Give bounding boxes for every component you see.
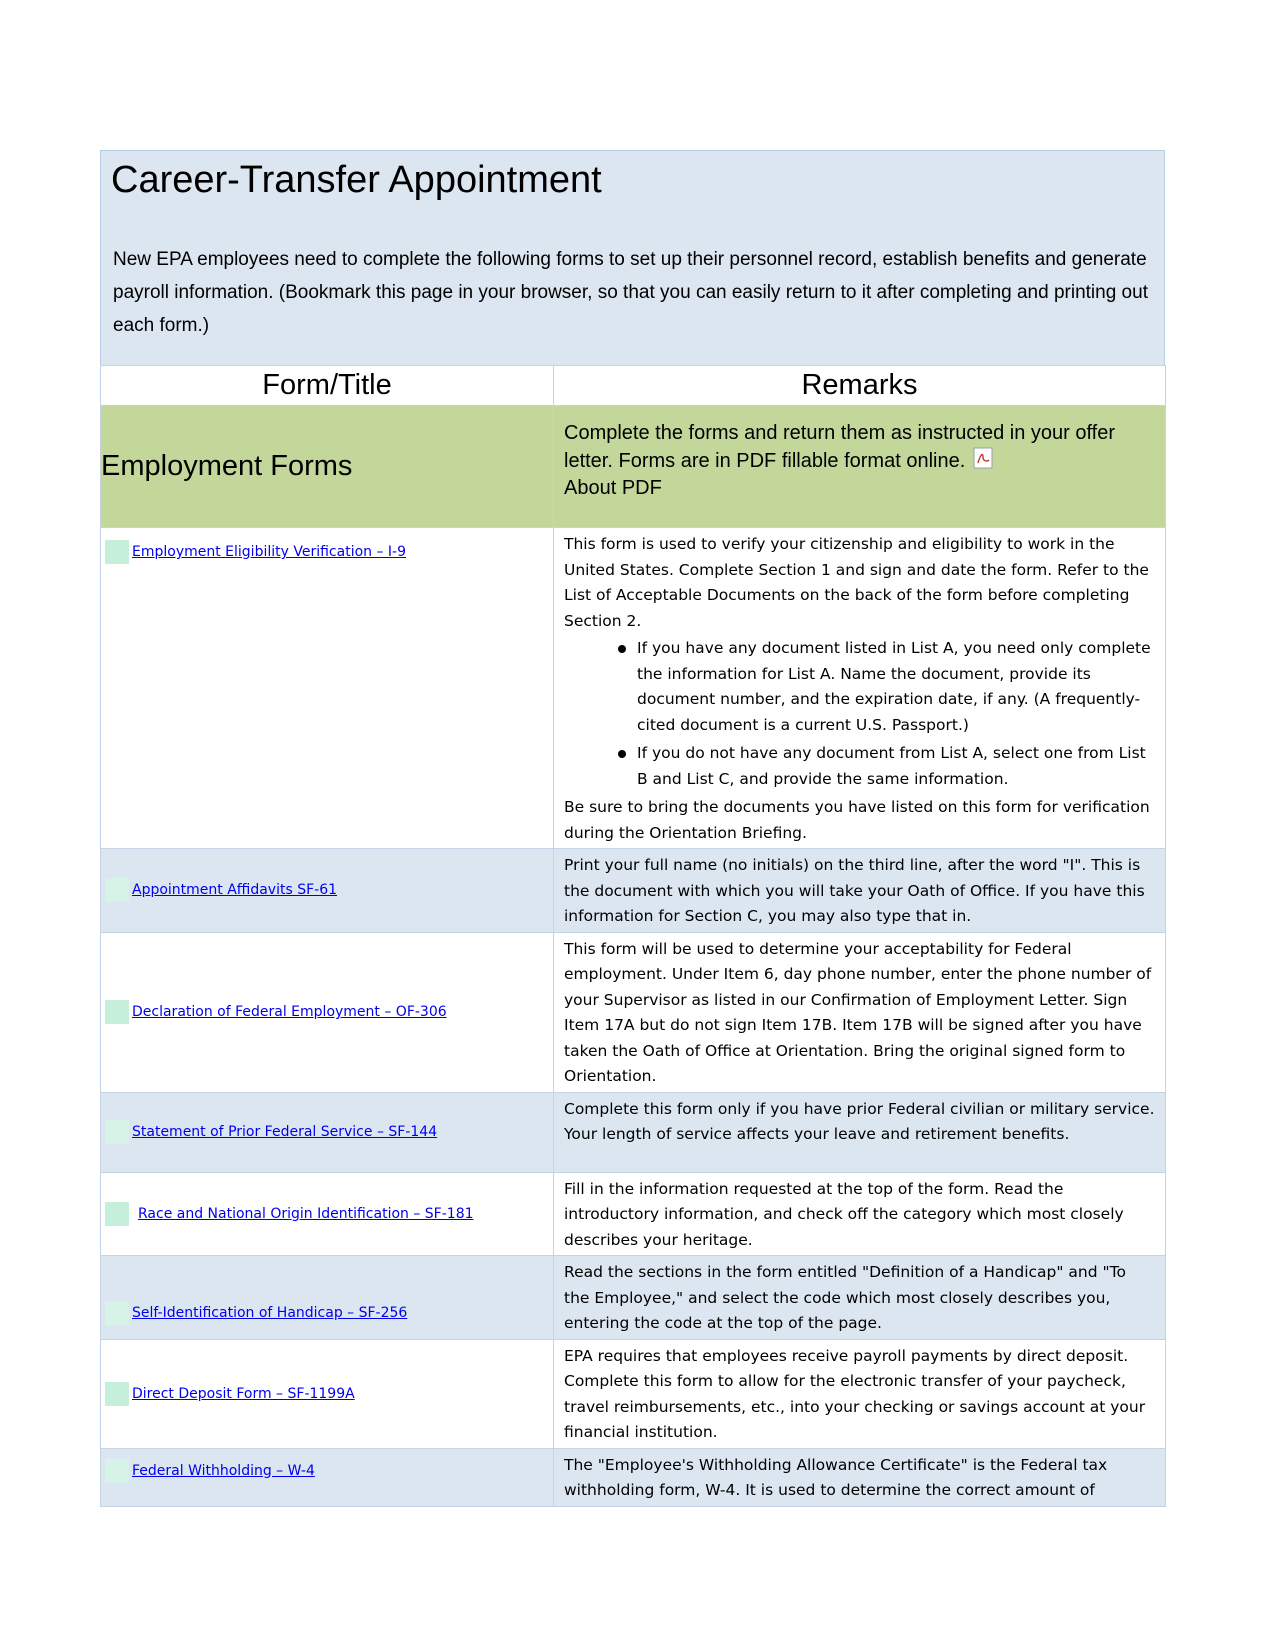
document-icon bbox=[105, 1202, 129, 1226]
about-pdf-link[interactable]: About PDF bbox=[564, 477, 662, 499]
form-link-of306[interactable]: Declaration of Federal Employment – OF-306 bbox=[132, 1004, 447, 1020]
table-row bbox=[101, 849, 1166, 933]
table-row bbox=[101, 1256, 1166, 1340]
signature-icon bbox=[105, 1459, 129, 1483]
pdf-icon[interactable] bbox=[973, 447, 993, 469]
remark-cell: Print your full name (no initials) on the third line, after the word "I". This is the document with which you will take your Oath of Office. If you have this information for Section C, you may also type that in. bbox=[554, 849, 1166, 933]
section-row bbox=[101, 406, 1166, 528]
form-link-sf1199a[interactable]: Direct Deposit Form – SF-1199A bbox=[132, 1385, 355, 1402]
document bbox=[100, 150, 1165, 1507]
form-cell bbox=[101, 932, 554, 1092]
form-cell bbox=[101, 1256, 554, 1340]
table-row bbox=[101, 1092, 1166, 1172]
form-cell bbox=[101, 849, 554, 933]
document-icon bbox=[105, 540, 129, 564]
remark-cell: This form will be used to determine your acceptability for Federal employment. Under Item 6, day phone number, enter the phone number of your Supervisor as listed in our Confirmation of Employment Letter. Sign Item 17A but do not sign Item 17B. Item 17B will be signed after you have taken the Oath of Office at Orientation. Bring the original signed form to Orientation. bbox=[554, 932, 1166, 1092]
signature-icon bbox=[105, 878, 129, 902]
document-icon bbox=[105, 1382, 129, 1406]
remark-cell bbox=[554, 528, 1166, 849]
remark-cell: Read the sections in the form entitled "Definition of a Handicap" and "To the Employee," and select the code which most closely describes you, entering the code at the top of the page. bbox=[554, 1256, 1166, 1340]
table-row bbox=[101, 1448, 1166, 1506]
column-header-form: Form/Title bbox=[101, 366, 554, 406]
remark-cell: EPA requires that employees receive payroll payments by direct deposit. Complete this form to allow for the electronic transfer of your paycheck, travel reimbursements, etc., into your checking or savings account at your financial institution. bbox=[554, 1339, 1166, 1448]
form-cell bbox=[101, 1172, 554, 1256]
remark-cell: Complete this form only if you have prior Federal civilian or military service. Your length of service affects your leave and retirement benefits. bbox=[554, 1092, 1166, 1172]
form-cell bbox=[101, 1092, 554, 1172]
form-link-sf181[interactable]: Race and National Origin Identification – SF-181 bbox=[138, 1205, 474, 1222]
form-link-w4[interactable]: Federal Withholding – W-4 bbox=[132, 1462, 315, 1479]
table-row bbox=[101, 528, 1166, 849]
remark-cell: The "Employee's Withholding Allowance Certificate" is the Federal tax withholding form, W-4. It is used to determine the correct amount of bbox=[554, 1448, 1166, 1506]
remark-intro: This form is used to verify your citizenship and eligibility to work in the United States. Complete Section 1 and sign and date the form. Refer to the List of Acceptable Documents on the back of the form before completing Section 2. bbox=[564, 535, 1149, 630]
form-cell bbox=[101, 1339, 554, 1448]
table-row bbox=[101, 932, 1166, 1092]
table-row bbox=[101, 1339, 1166, 1448]
form-cell bbox=[101, 528, 554, 849]
page-header bbox=[100, 150, 1165, 365]
list-item: If you do not have any document from List A, select one from List B and List C, and provide the same information. bbox=[637, 741, 1155, 792]
signature-icon bbox=[105, 1120, 129, 1144]
form-link-sf61[interactable]: Appointment Affidavits SF-61 bbox=[132, 882, 338, 899]
table-header-row bbox=[101, 366, 1166, 406]
section-title: Employment Forms bbox=[101, 406, 554, 528]
remark-bullets bbox=[564, 636, 1155, 792]
form-link-i9[interactable]: Employment Eligibility Verification – I-9 bbox=[132, 544, 407, 560]
document-icon bbox=[105, 1000, 129, 1024]
page-title: Career-Transfer Appointment bbox=[111, 159, 602, 201]
list-item: If you have any document listed in List A, you need only complete the information for List A. Name the document, provide its document number, and the expiration date, if any. (A frequently-cited document is a current U.S. Passport.) bbox=[637, 636, 1155, 738]
remark-cell: Fill in the information requested at the top of the form. Read the introductory information, and check off the category which most closely describes your heritage. bbox=[554, 1172, 1166, 1256]
section-remark bbox=[554, 406, 1166, 528]
signature-icon bbox=[105, 1301, 129, 1325]
section-remark-text: Complete the forms and return them as instructed in your offer letter. Forms are in PDF fillable format online. bbox=[564, 422, 1116, 472]
intro-paragraph: New EPA employees need to complete the following forms to set up their personnel record, establish benefits and generate payroll information. (Bookmark this page in your browser, so that you can easily return to it after completing and printing out each form.) bbox=[113, 249, 1148, 336]
column-header-remarks: Remarks bbox=[554, 366, 1166, 406]
table-row bbox=[101, 1172, 1166, 1256]
form-cell bbox=[101, 1448, 554, 1506]
forms-table bbox=[100, 365, 1166, 1507]
remark-outro: Be sure to bring the documents you have listed on this form for verification during the Orientation Briefing. bbox=[564, 798, 1150, 842]
form-link-sf256[interactable]: Self-Identification of Handicap – SF-256 bbox=[132, 1304, 408, 1321]
form-link-sf144[interactable]: Statement of Prior Federal Service – SF-144 bbox=[132, 1124, 438, 1140]
